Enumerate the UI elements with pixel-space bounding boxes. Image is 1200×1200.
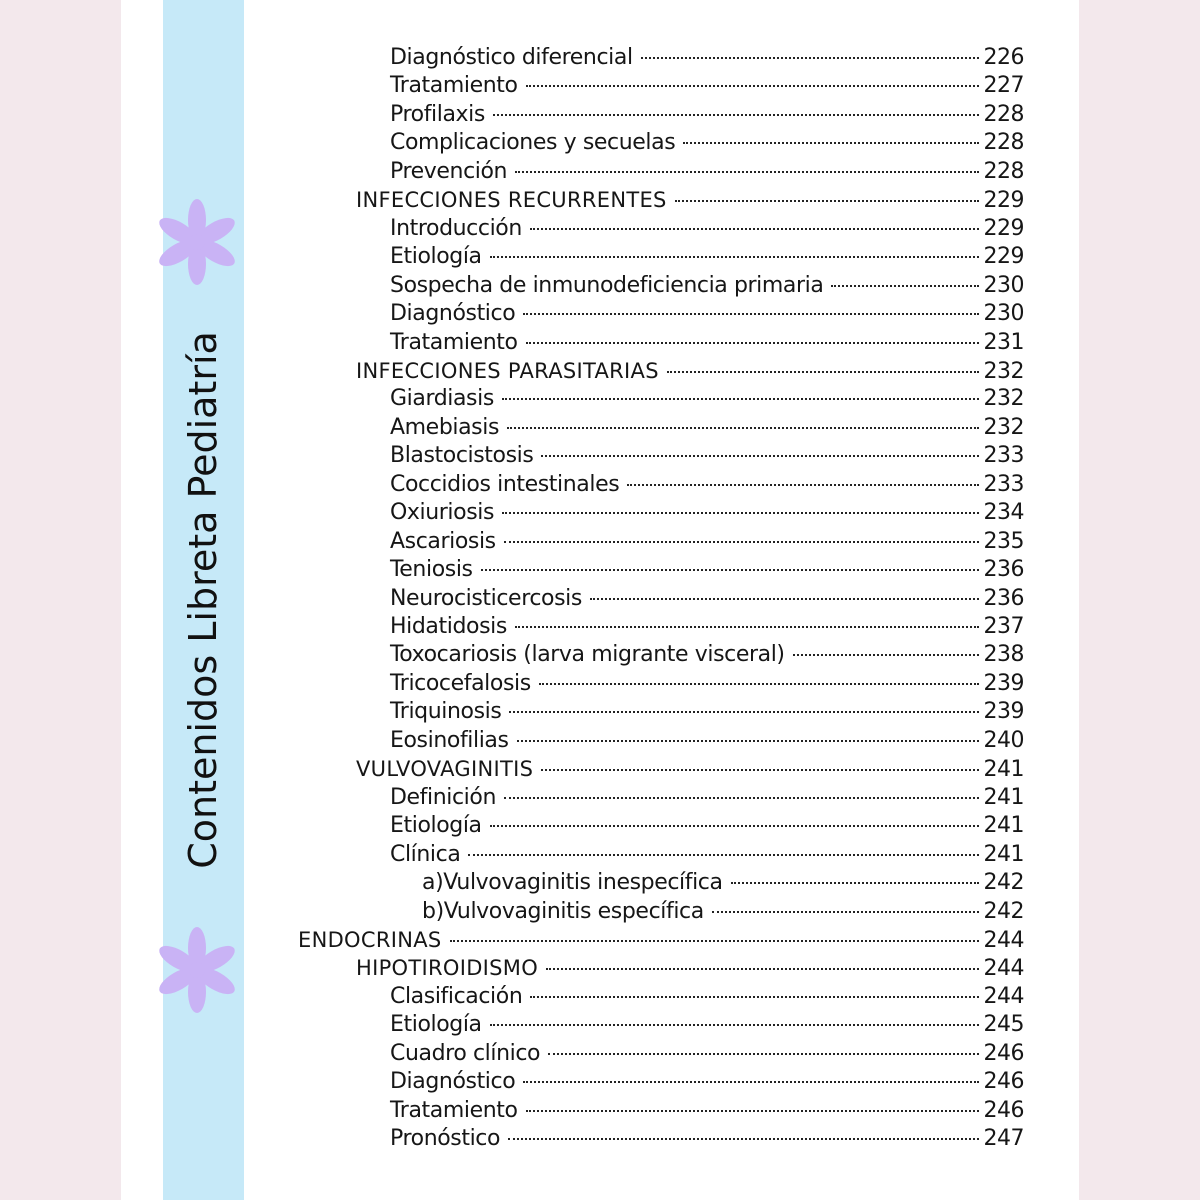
dot-leader — [515, 626, 979, 628]
toc-entry-label: Hidatidosis — [390, 614, 507, 639]
toc-entry[interactable] — [390, 698, 1024, 726]
toc-entry[interactable] — [390, 129, 1024, 157]
dot-leader — [509, 711, 978, 713]
dot-leader — [468, 854, 978, 856]
dot-leader — [508, 1138, 978, 1140]
toc-entry[interactable] — [390, 471, 1024, 499]
toc-entry-label: Diagnóstico — [390, 301, 516, 327]
toc-entry-page: 239 — [983, 699, 1024, 725]
toc-entry-page: 227 — [983, 73, 1024, 99]
toc-entry-label: Eosinofilias — [390, 727, 509, 753]
toc-entry-page: 234 — [983, 500, 1024, 526]
toc-entry[interactable] — [390, 385, 1024, 413]
toc-entry-page: 226 — [983, 45, 1024, 70]
toc-entry-label: Profilaxis — [390, 101, 485, 127]
toc-entry-page: 232 — [983, 358, 1024, 384]
dot-leader — [712, 911, 979, 913]
toc-entry-page: 232 — [983, 386, 1024, 412]
toc-entry[interactable] — [390, 1068, 1024, 1096]
toc-entry-page: 229 — [983, 215, 1024, 241]
dot-leader — [490, 1024, 979, 1026]
dot-leader — [627, 484, 978, 486]
toc-entry[interactable] — [390, 101, 1024, 129]
toc-entry-page: 233 — [983, 443, 1024, 469]
dot-leader — [530, 996, 978, 998]
toc-entry-page: 231 — [983, 329, 1024, 355]
toc-entry-page: 247 — [983, 1126, 1024, 1152]
dot-leader — [450, 940, 979, 942]
toc-entry-page: 244 — [983, 983, 1024, 1009]
toc-entry-page: 246 — [983, 1040, 1024, 1066]
toc-entry-page: 228 — [983, 130, 1024, 156]
toc-entry-label: Tratamiento — [390, 329, 518, 355]
toc-entry[interactable] — [390, 1011, 1024, 1039]
toc-entry[interactable] — [390, 528, 1024, 556]
toc-entry[interactable] — [390, 1125, 1024, 1153]
dot-leader — [541, 455, 978, 457]
toc-entry-label: Amebiasis — [390, 414, 500, 440]
dot-leader — [504, 541, 979, 543]
toc-entry-page: 236 — [983, 585, 1024, 611]
toc-entry[interactable] — [356, 357, 1024, 385]
toc-entry[interactable] — [390, 442, 1024, 470]
toc-entry-label: INFECCIONES RECURRENTES — [356, 188, 667, 213]
dot-leader — [502, 398, 979, 400]
toc-entry[interactable] — [356, 954, 1024, 982]
dot-leader — [526, 342, 979, 344]
toc-entry-label: Giardiasis — [390, 386, 494, 412]
dot-leader — [526, 85, 979, 87]
toc-entry-label: Ascariosis — [390, 528, 496, 554]
toc-entry-label: Diagnóstico diferencial — [390, 45, 633, 70]
toc-entry-label: Tricocefalosis — [390, 670, 531, 696]
toc-entry-page: 241 — [983, 784, 1024, 810]
toc-entry[interactable] — [390, 1097, 1024, 1125]
toc-entry-label: Sospecha de inmunodeficiencia primaria — [390, 272, 824, 298]
toc-entry[interactable] — [356, 755, 1024, 783]
toc-entry[interactable] — [390, 841, 1024, 869]
toc-entry-label: Triquinosis — [390, 699, 502, 725]
toc-entry-page: 242 — [983, 870, 1024, 896]
toc-entry[interactable] — [390, 556, 1024, 584]
toc-entry-label: Complicaciones y secuelas — [390, 130, 676, 156]
toc-entry-label: Cuadro clínico — [390, 1040, 541, 1066]
toc-entry-page: 239 — [983, 670, 1024, 696]
toc-entry[interactable] — [390, 414, 1024, 442]
toc-entry[interactable] — [390, 499, 1024, 527]
toc-entry[interactable] — [390, 727, 1024, 755]
toc-entry-page: 244 — [983, 927, 1024, 953]
toc-entry-label: INFECCIONES PARASITARIAS — [356, 358, 659, 383]
toc-entry-page: 241 — [983, 841, 1024, 867]
toc-entry-page: 233 — [983, 471, 1024, 497]
toc-entry[interactable] — [390, 72, 1024, 100]
toc-entry-page: 230 — [983, 301, 1024, 327]
toc-entry-page: 241 — [983, 757, 1024, 783]
toc-entry-label: Pronóstico — [390, 1126, 501, 1152]
toc-entry[interactable] — [390, 158, 1024, 186]
toc-entry-page: 242 — [983, 898, 1024, 924]
toc-entry[interactable] — [390, 784, 1024, 812]
toc-entry-page: 241 — [983, 813, 1024, 839]
toc-entry-label: Oxiuriosis — [390, 500, 495, 526]
toc-entry-page: 229 — [983, 244, 1024, 270]
toc-entry[interactable] — [390, 670, 1024, 698]
toc-entry-label: Clínica — [390, 841, 461, 867]
toc-entry-label: Neurocisticercosis — [390, 585, 582, 611]
toc-entry-label: Prevención — [390, 158, 508, 184]
toc-entry[interactable] — [390, 243, 1024, 271]
toc-entry-label: Etiología — [390, 244, 482, 270]
toc-entry-page: 237 — [983, 614, 1024, 639]
toc-entry-label: Blastocistosis — [390, 443, 534, 469]
toc-entry-label: a)Vulvovaginitis inespecífica — [422, 870, 723, 896]
dot-leader — [507, 427, 978, 429]
toc-entry-label: Introducción — [390, 215, 522, 241]
sidebar-title: Contenidos Libreta Pediatría — [181, 331, 225, 869]
toc-entry[interactable] — [422, 869, 1024, 897]
dot-leader — [539, 683, 979, 685]
toc-entry-page: 228 — [983, 101, 1024, 127]
dot-leader — [530, 228, 979, 230]
toc-entry-page: 240 — [983, 727, 1024, 753]
dot-leader — [526, 1110, 979, 1112]
dot-leader — [481, 569, 979, 571]
toc-entry-label: Etiología — [390, 813, 482, 839]
toc-entry[interactable] — [390, 329, 1024, 357]
dot-leader — [667, 371, 979, 373]
toc-entry-label: b)Vulvovaginitis específica — [422, 898, 704, 924]
toc-entry-label: Clasificación — [390, 983, 523, 1009]
dot-leader — [493, 114, 979, 116]
toc-entry-label: Coccidios intestinales — [390, 471, 620, 497]
dot-leader — [675, 200, 979, 202]
toc-entry-page: 246 — [983, 1069, 1024, 1095]
toc-entry-label: Toxocariosis (larva migrante visceral) — [390, 642, 785, 668]
dot-leader — [523, 1081, 978, 1083]
dot-leader — [502, 512, 978, 514]
dot-leader — [831, 285, 978, 287]
toc-entry-label: Teniosis — [390, 557, 473, 583]
toc-entry[interactable] — [298, 926, 1024, 954]
dot-leader — [683, 142, 978, 144]
toc-entry[interactable] — [390, 983, 1024, 1011]
dot-leader — [517, 740, 979, 742]
toc-entry-page: 230 — [983, 272, 1024, 298]
toc-entry-page: 236 — [983, 557, 1024, 583]
toc-entry[interactable] — [390, 641, 1024, 669]
toc-entry-label: ENDOCRINAS — [298, 927, 442, 952]
dot-leader — [793, 654, 979, 656]
dot-leader — [504, 797, 978, 799]
toc-entry[interactable] — [356, 186, 1024, 214]
dot-leader — [490, 825, 979, 827]
toc-entry-label: VULVOVAGINITIS — [356, 757, 534, 782]
toc-entry[interactable] — [390, 44, 1024, 72]
dot-leader — [548, 1053, 978, 1055]
toc-entry-label: Etiología — [390, 1012, 482, 1038]
toc-entry-label: HIPOTIROIDISMO — [356, 956, 539, 981]
dot-leader — [515, 171, 978, 173]
toc-entry-label: Diagnóstico — [390, 1069, 516, 1095]
dot-leader — [731, 882, 979, 884]
dot-leader — [490, 256, 979, 258]
toc-entry-label: Tratamiento — [390, 73, 518, 99]
toc-entry[interactable] — [390, 215, 1024, 243]
toc-entry[interactable] — [390, 585, 1024, 613]
dot-leader — [590, 598, 979, 600]
toc-entry[interactable] — [390, 812, 1024, 840]
toc-entry-page: 228 — [983, 158, 1024, 184]
toc-entry[interactable] — [390, 300, 1024, 328]
toc-entry-label: Tratamiento — [390, 1097, 518, 1123]
toc-entry-page: 244 — [983, 956, 1024, 982]
toc-entry[interactable] — [422, 898, 1024, 926]
toc-entry-page: 238 — [983, 642, 1024, 668]
toc-entry-page: 235 — [983, 528, 1024, 554]
dot-leader — [523, 313, 978, 315]
toc-entry-page: 232 — [983, 414, 1024, 440]
dot-leader — [641, 57, 979, 59]
toc-entry[interactable] — [390, 272, 1024, 300]
toc-entry-page: 245 — [983, 1012, 1024, 1038]
toc-entry[interactable] — [390, 613, 1024, 641]
dot-leader — [541, 769, 978, 771]
toc-entry-page: 246 — [983, 1097, 1024, 1123]
toc-entry-page: 229 — [983, 188, 1024, 214]
dot-leader — [546, 968, 978, 970]
toc-entry[interactable] — [390, 1040, 1024, 1068]
toc-entry-label: Definición — [390, 784, 497, 810]
